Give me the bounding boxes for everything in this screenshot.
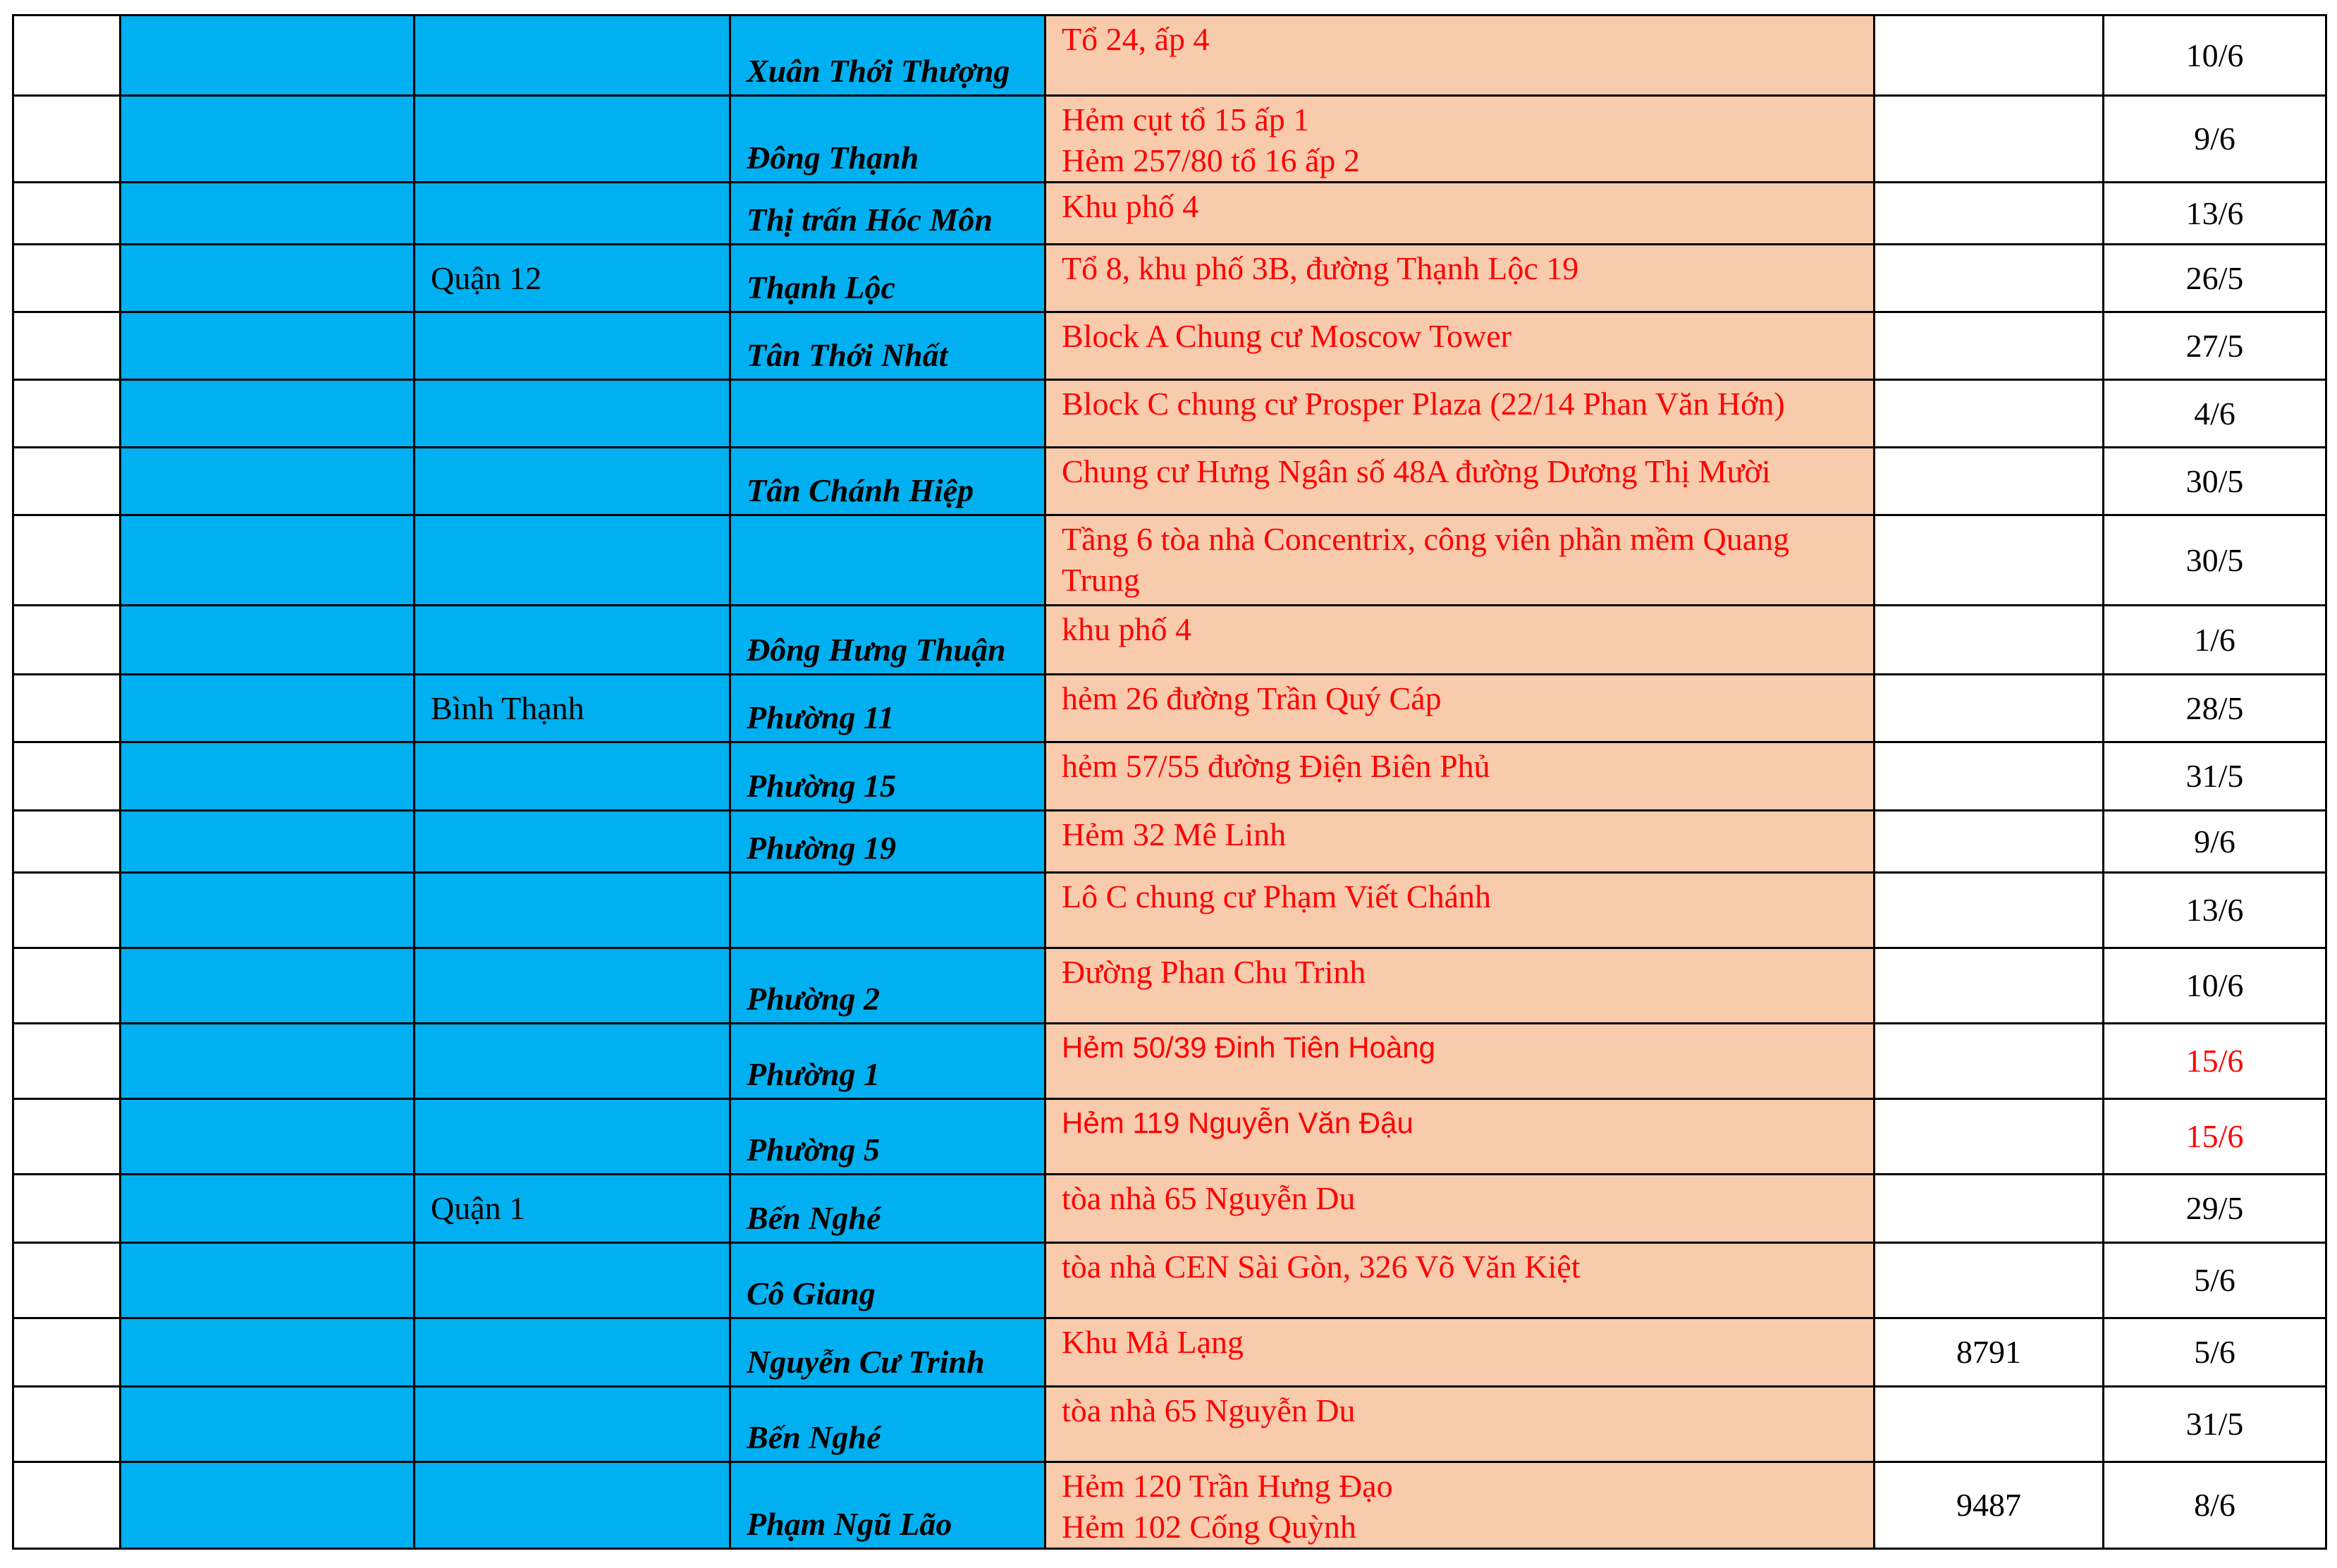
date-cell: 9/6 xyxy=(2104,811,2326,873)
date-cell: 31/5 xyxy=(2104,742,2326,811)
ward-cell: Phường 19 xyxy=(730,811,1045,873)
address-cell xyxy=(1045,1243,1875,1318)
address-line: Tổ 8, khu phố 3B, đường Thạnh Lộc 19 xyxy=(1062,250,1579,286)
ward-cell: Phường 5 xyxy=(730,1099,1045,1175)
district-cell xyxy=(415,515,730,606)
case-count-cell xyxy=(1875,1243,2104,1318)
address-cell xyxy=(1045,606,1875,675)
table-row xyxy=(13,1175,2326,1243)
address-line: Tổ 24, ấp 4 xyxy=(1062,21,1210,57)
address-cell xyxy=(1045,675,1875,742)
district-cell xyxy=(415,1387,730,1462)
date-cell: 13/6 xyxy=(2104,873,2326,948)
address-line: Hẻm 119 Nguyễn Văn Đậu xyxy=(1062,1106,1413,1139)
category-cell xyxy=(121,1318,415,1387)
date-cell: 5/6 xyxy=(2104,1243,2326,1318)
category-cell xyxy=(121,1387,415,1462)
address-cell xyxy=(1045,1462,1875,1549)
district-cell xyxy=(415,1024,730,1099)
date-cell: 27/5 xyxy=(2104,312,2326,380)
case-count-cell xyxy=(1875,515,2104,606)
ward-cell: Phường 1 xyxy=(730,1024,1045,1099)
index-cell xyxy=(13,1387,121,1462)
district-cell xyxy=(415,312,730,380)
district-cell xyxy=(415,1099,730,1175)
ward-cell: Đông Thạnh xyxy=(730,96,1045,183)
ward-cell: Thạnh Lộc xyxy=(730,245,1045,312)
address-cell xyxy=(1045,96,1875,183)
index-cell xyxy=(13,948,121,1024)
address-cell xyxy=(1045,873,1875,948)
address-cell xyxy=(1045,312,1875,380)
ward-cell xyxy=(730,873,1045,948)
table-row xyxy=(13,380,2326,448)
address-cell xyxy=(1045,1387,1875,1462)
district-cell: Quận 1 xyxy=(415,1175,730,1243)
index-cell xyxy=(13,1462,121,1549)
category-cell xyxy=(121,606,415,675)
date-cell: 26/5 xyxy=(2104,245,2326,312)
date-cell: 31/5 xyxy=(2104,1387,2326,1462)
category-cell xyxy=(121,1175,415,1243)
index-cell xyxy=(13,1318,121,1387)
address-line: Đường Phan Chu Trinh xyxy=(1062,954,1366,990)
address-line: hẻm 57/55 đường Điện Biên Phủ xyxy=(1062,748,1490,784)
date-cell: 8/6 xyxy=(2104,1462,2326,1549)
district-cell xyxy=(415,1318,730,1387)
case-count-cell: 9487 xyxy=(1875,1462,2104,1549)
address-cell xyxy=(1045,1024,1875,1099)
case-count-cell xyxy=(1875,948,2104,1024)
category-cell xyxy=(121,873,415,948)
address-cell xyxy=(1045,742,1875,811)
case-count-cell xyxy=(1875,811,2104,873)
category-cell xyxy=(121,1024,415,1099)
ward-cell xyxy=(730,515,1045,606)
ward-cell: Tân Chánh Hiệp xyxy=(730,448,1045,515)
address-line: Hẻm cụt tổ 15 ấp 1 xyxy=(1062,102,1310,137)
category-cell xyxy=(121,1099,415,1175)
table-row xyxy=(13,811,2326,873)
case-count-cell xyxy=(1875,1024,2104,1099)
date-cell: 15/6 xyxy=(2104,1099,2326,1175)
index-cell xyxy=(13,16,121,96)
case-count-cell xyxy=(1875,606,2104,675)
table-row xyxy=(13,948,2326,1024)
address-cell xyxy=(1045,16,1875,96)
ward-cell xyxy=(730,380,1045,448)
index-cell xyxy=(13,515,121,606)
index-cell xyxy=(13,1175,121,1243)
address-line: Lô C chung cư Phạm Viết Chánh xyxy=(1062,878,1492,914)
address-line: Hẻm 50/39 Đinh Tiên Hoàng xyxy=(1062,1031,1435,1064)
category-cell xyxy=(121,96,415,183)
district-cell xyxy=(415,873,730,948)
address-line: Hẻm 120 Trần Hưng Đạo xyxy=(1062,1468,1393,1504)
category-cell xyxy=(121,448,415,515)
index-cell xyxy=(13,1024,121,1099)
case-count-cell xyxy=(1875,312,2104,380)
date-cell: 10/6 xyxy=(2104,16,2326,96)
address-cell xyxy=(1045,1099,1875,1175)
table-row xyxy=(13,515,2326,606)
address-line: Khu Mả Lạng xyxy=(1062,1324,1244,1360)
district-cell xyxy=(415,811,730,873)
category-cell xyxy=(121,515,415,606)
district-cell xyxy=(415,742,730,811)
location-table xyxy=(12,14,2327,1550)
case-count-cell xyxy=(1875,380,2104,448)
index-cell xyxy=(13,675,121,742)
address-line: khu phố 4 xyxy=(1062,611,1191,647)
district-cell xyxy=(415,380,730,448)
case-count-cell xyxy=(1875,873,2104,948)
address-line: Hẻm 102 Cống Quỳnh xyxy=(1062,1509,1356,1545)
category-cell xyxy=(121,1243,415,1318)
case-count-cell xyxy=(1875,16,2104,96)
district-cell xyxy=(415,16,730,96)
index-cell xyxy=(13,245,121,312)
address-cell xyxy=(1045,1318,1875,1387)
district-cell: Bình Thạnh xyxy=(415,675,730,742)
case-count-cell xyxy=(1875,245,2104,312)
category-cell xyxy=(121,948,415,1024)
date-cell: 4/6 xyxy=(2104,380,2326,448)
ward-cell: Nguyễn Cư Trinh xyxy=(730,1318,1045,1387)
index-cell xyxy=(13,312,121,380)
category-cell xyxy=(121,312,415,380)
table-row xyxy=(13,1243,2326,1318)
table-row xyxy=(13,606,2326,675)
case-count-cell xyxy=(1875,448,2104,515)
table-row xyxy=(13,873,2326,948)
table-body xyxy=(13,16,2326,1549)
index-cell xyxy=(13,1243,121,1318)
address-line: Hẻm 32 Mê Linh xyxy=(1062,816,1287,852)
outbreak-location-sheet xyxy=(12,14,2325,1550)
category-cell xyxy=(121,1462,415,1549)
date-cell: 10/6 xyxy=(2104,948,2326,1024)
ward-cell: Bến Nghé xyxy=(730,1387,1045,1462)
district-cell xyxy=(415,1243,730,1318)
district-cell xyxy=(415,948,730,1024)
date-cell: 15/6 xyxy=(2104,1024,2326,1099)
ward-cell: Đông Hưng Thuận xyxy=(730,606,1045,675)
date-cell: 28/5 xyxy=(2104,675,2326,742)
date-cell: 30/5 xyxy=(2104,515,2326,606)
table-row xyxy=(13,742,2326,811)
address-cell xyxy=(1045,948,1875,1024)
address-line: hẻm 26 đường Trần Quý Cáp xyxy=(1062,680,1442,716)
case-count-cell xyxy=(1875,742,2104,811)
address-cell xyxy=(1045,1175,1875,1243)
table-row xyxy=(13,1024,2326,1099)
district-cell xyxy=(415,1462,730,1549)
category-cell xyxy=(121,16,415,96)
address-line: Block C chung cư Prosper Plaza (22/14 Phan Văn Hớn) xyxy=(1062,386,1785,422)
index-cell xyxy=(13,811,121,873)
case-count-cell xyxy=(1875,675,2104,742)
date-cell: 13/6 xyxy=(2104,183,2326,245)
date-cell: 29/5 xyxy=(2104,1175,2326,1243)
date-cell: 5/6 xyxy=(2104,1318,2326,1387)
table-row xyxy=(13,1462,2326,1549)
case-count-cell xyxy=(1875,183,2104,245)
table-row xyxy=(13,183,2326,245)
category-cell xyxy=(121,742,415,811)
address-line: Hẻm 257/80 tổ 16 ấp 2 xyxy=(1062,142,1360,178)
address-line: Block A Chung cư Moscow Tower xyxy=(1062,318,1512,354)
table-row xyxy=(13,312,2326,380)
date-cell: 30/5 xyxy=(2104,448,2326,515)
case-count-cell xyxy=(1875,1175,2104,1243)
district-cell xyxy=(415,606,730,675)
ward-cell: Xuân Thới Thượng xyxy=(730,16,1045,96)
index-cell xyxy=(13,96,121,183)
district-cell: Quận 12 xyxy=(415,245,730,312)
category-cell xyxy=(121,675,415,742)
address-line: Tầng 6 tòa nhà Concentrix, công viên phần mềm Quang Trung xyxy=(1062,521,1790,598)
index-cell xyxy=(13,873,121,948)
category-cell xyxy=(121,245,415,312)
address-cell xyxy=(1045,811,1875,873)
address-line: Khu phố 4 xyxy=(1062,188,1199,224)
ward-cell: Phường 2 xyxy=(730,948,1045,1024)
category-cell xyxy=(121,811,415,873)
table-row xyxy=(13,245,2326,312)
ward-cell: Phường 11 xyxy=(730,675,1045,742)
ward-cell: Cô Giang xyxy=(730,1243,1045,1318)
table-row xyxy=(13,1318,2326,1387)
case-count-cell xyxy=(1875,96,2104,183)
category-cell xyxy=(121,183,415,245)
address-cell xyxy=(1045,515,1875,606)
case-count-cell xyxy=(1875,1387,2104,1462)
address-cell xyxy=(1045,448,1875,515)
table-row xyxy=(13,1099,2326,1175)
address-line: tòa nhà 65 Nguyễn Du xyxy=(1062,1392,1356,1428)
table-row xyxy=(13,16,2326,96)
index-cell xyxy=(13,1099,121,1175)
table-row xyxy=(13,96,2326,183)
address-line: Chung cư Hưng Ngân số 48A đường Dương Thị Mười xyxy=(1062,453,1771,489)
district-cell xyxy=(415,448,730,515)
table-row xyxy=(13,448,2326,515)
table-row xyxy=(13,675,2326,742)
ward-cell: Phường 15 xyxy=(730,742,1045,811)
district-cell xyxy=(415,96,730,183)
case-count-cell: 8791 xyxy=(1875,1318,2104,1387)
district-cell xyxy=(415,183,730,245)
table-row xyxy=(13,1387,2326,1462)
ward-cell: Thị trấn Hóc Môn xyxy=(730,183,1045,245)
ward-cell: Bến Nghé xyxy=(730,1175,1045,1243)
index-cell xyxy=(13,183,121,245)
index-cell xyxy=(13,380,121,448)
address-line: tòa nhà 65 Nguyễn Du xyxy=(1062,1180,1356,1216)
address-cell xyxy=(1045,380,1875,448)
address-cell xyxy=(1045,245,1875,312)
date-cell: 1/6 xyxy=(2104,606,2326,675)
address-cell xyxy=(1045,183,1875,245)
index-cell xyxy=(13,448,121,515)
index-cell xyxy=(13,742,121,811)
ward-cell: Tân Thới Nhất xyxy=(730,312,1045,380)
date-cell: 9/6 xyxy=(2104,96,2326,183)
ward-cell: Phạm Ngũ Lão xyxy=(730,1462,1045,1549)
case-count-cell xyxy=(1875,1099,2104,1175)
address-line: tòa nhà CEN Sài Gòn, 326 Võ Văn Kiệt xyxy=(1062,1249,1581,1285)
category-cell xyxy=(121,380,415,448)
index-cell xyxy=(13,606,121,675)
